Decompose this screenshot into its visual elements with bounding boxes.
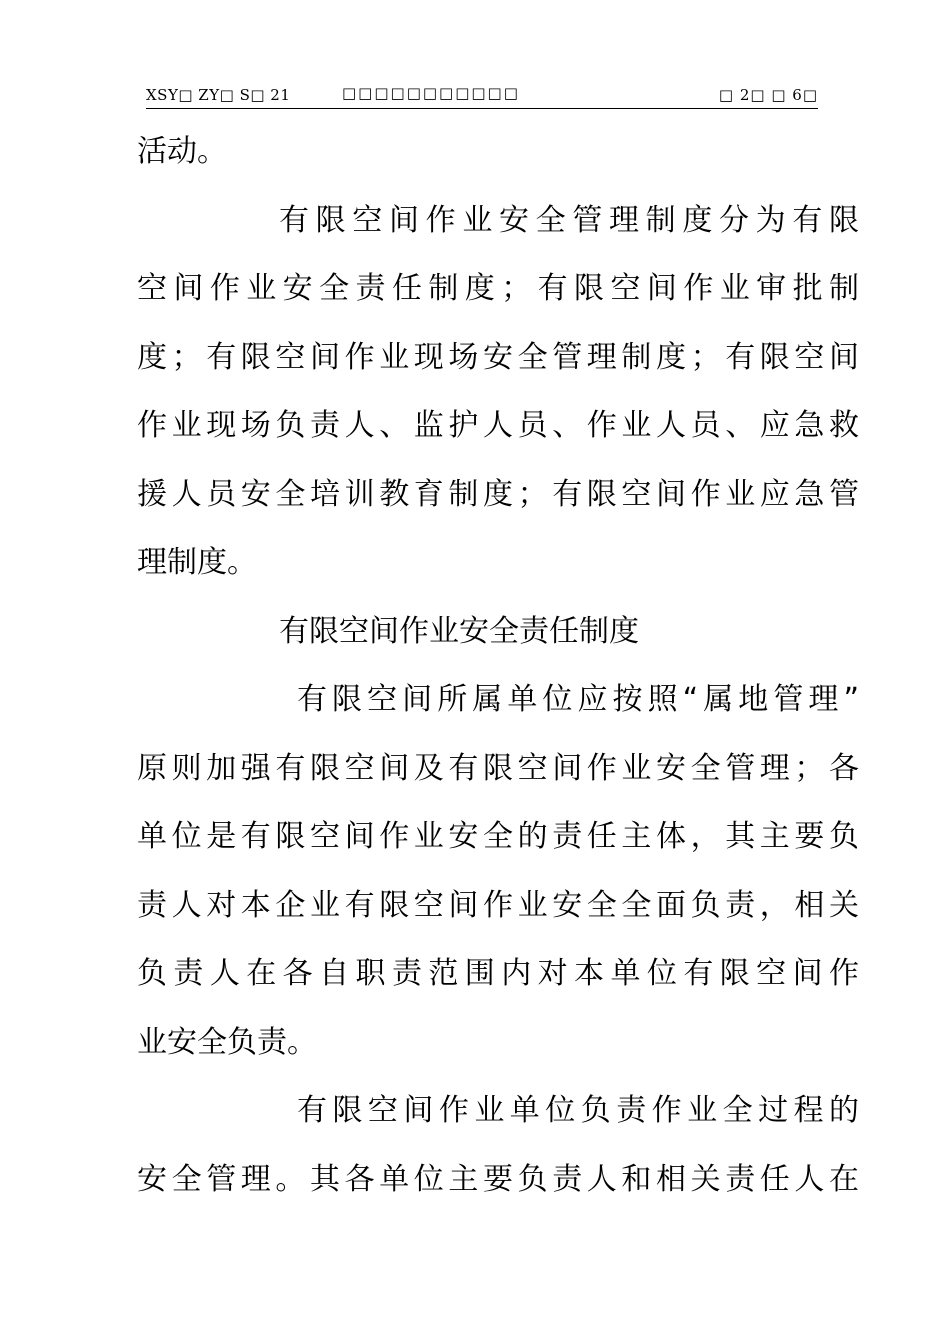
paragraph-line: 安全管理。其各单位主要负责人和相关责任人在 [137, 1161, 859, 1197]
body-text [137, 118, 859, 1214]
paragraph-line: 有限空间所属单位应按照“属地管理” [297, 682, 859, 717]
paragraph-line: 单位是有限空间作业安全的责任主体，其主要负 [137, 819, 859, 854]
paragraph-line: 原则加强有限空间及有限空间作业安全管理；各 [137, 750, 859, 786]
paragraph-line: 责人对本企业有限空间作业安全全面负责，相关 [137, 887, 859, 923]
paragraph-line: 度；有限空间作业现场安全管理制度；有限空间 [137, 339, 859, 375]
paragraph-line: 空间作业安全责任制度；有限空间作业审批制 [137, 271, 859, 306]
paragraph-line: 援人员安全培训教育制度；有限空间作业应急管 [137, 476, 859, 512]
text-line: 活动。 [137, 134, 227, 169]
paragraph-line: 理制度。 [137, 545, 257, 580]
document-code: XSY□ ZY□ S□ 21 [146, 86, 291, 104]
paragraph-line: 有限空间作业安全管理制度分为有限 [279, 202, 859, 238]
paragraph-line: 作业现场负责人、监护人员、作业人员、应急救 [137, 408, 859, 443]
header-title: □□□□□□□□□□□ [342, 84, 520, 102]
page-header [146, 84, 818, 109]
paragraph-line: 业安全负责。 [137, 1024, 317, 1060]
paragraph-line: 负责人在各自职责范围内对本单位有限空间作 [137, 956, 859, 991]
section-heading: 有限空间作业安全责任制度 [279, 613, 639, 649]
paragraph-line: 有限空间作业单位负责作业全过程的 [297, 1093, 859, 1128]
page-number: □ 2□ □ 6□ [718, 86, 818, 104]
